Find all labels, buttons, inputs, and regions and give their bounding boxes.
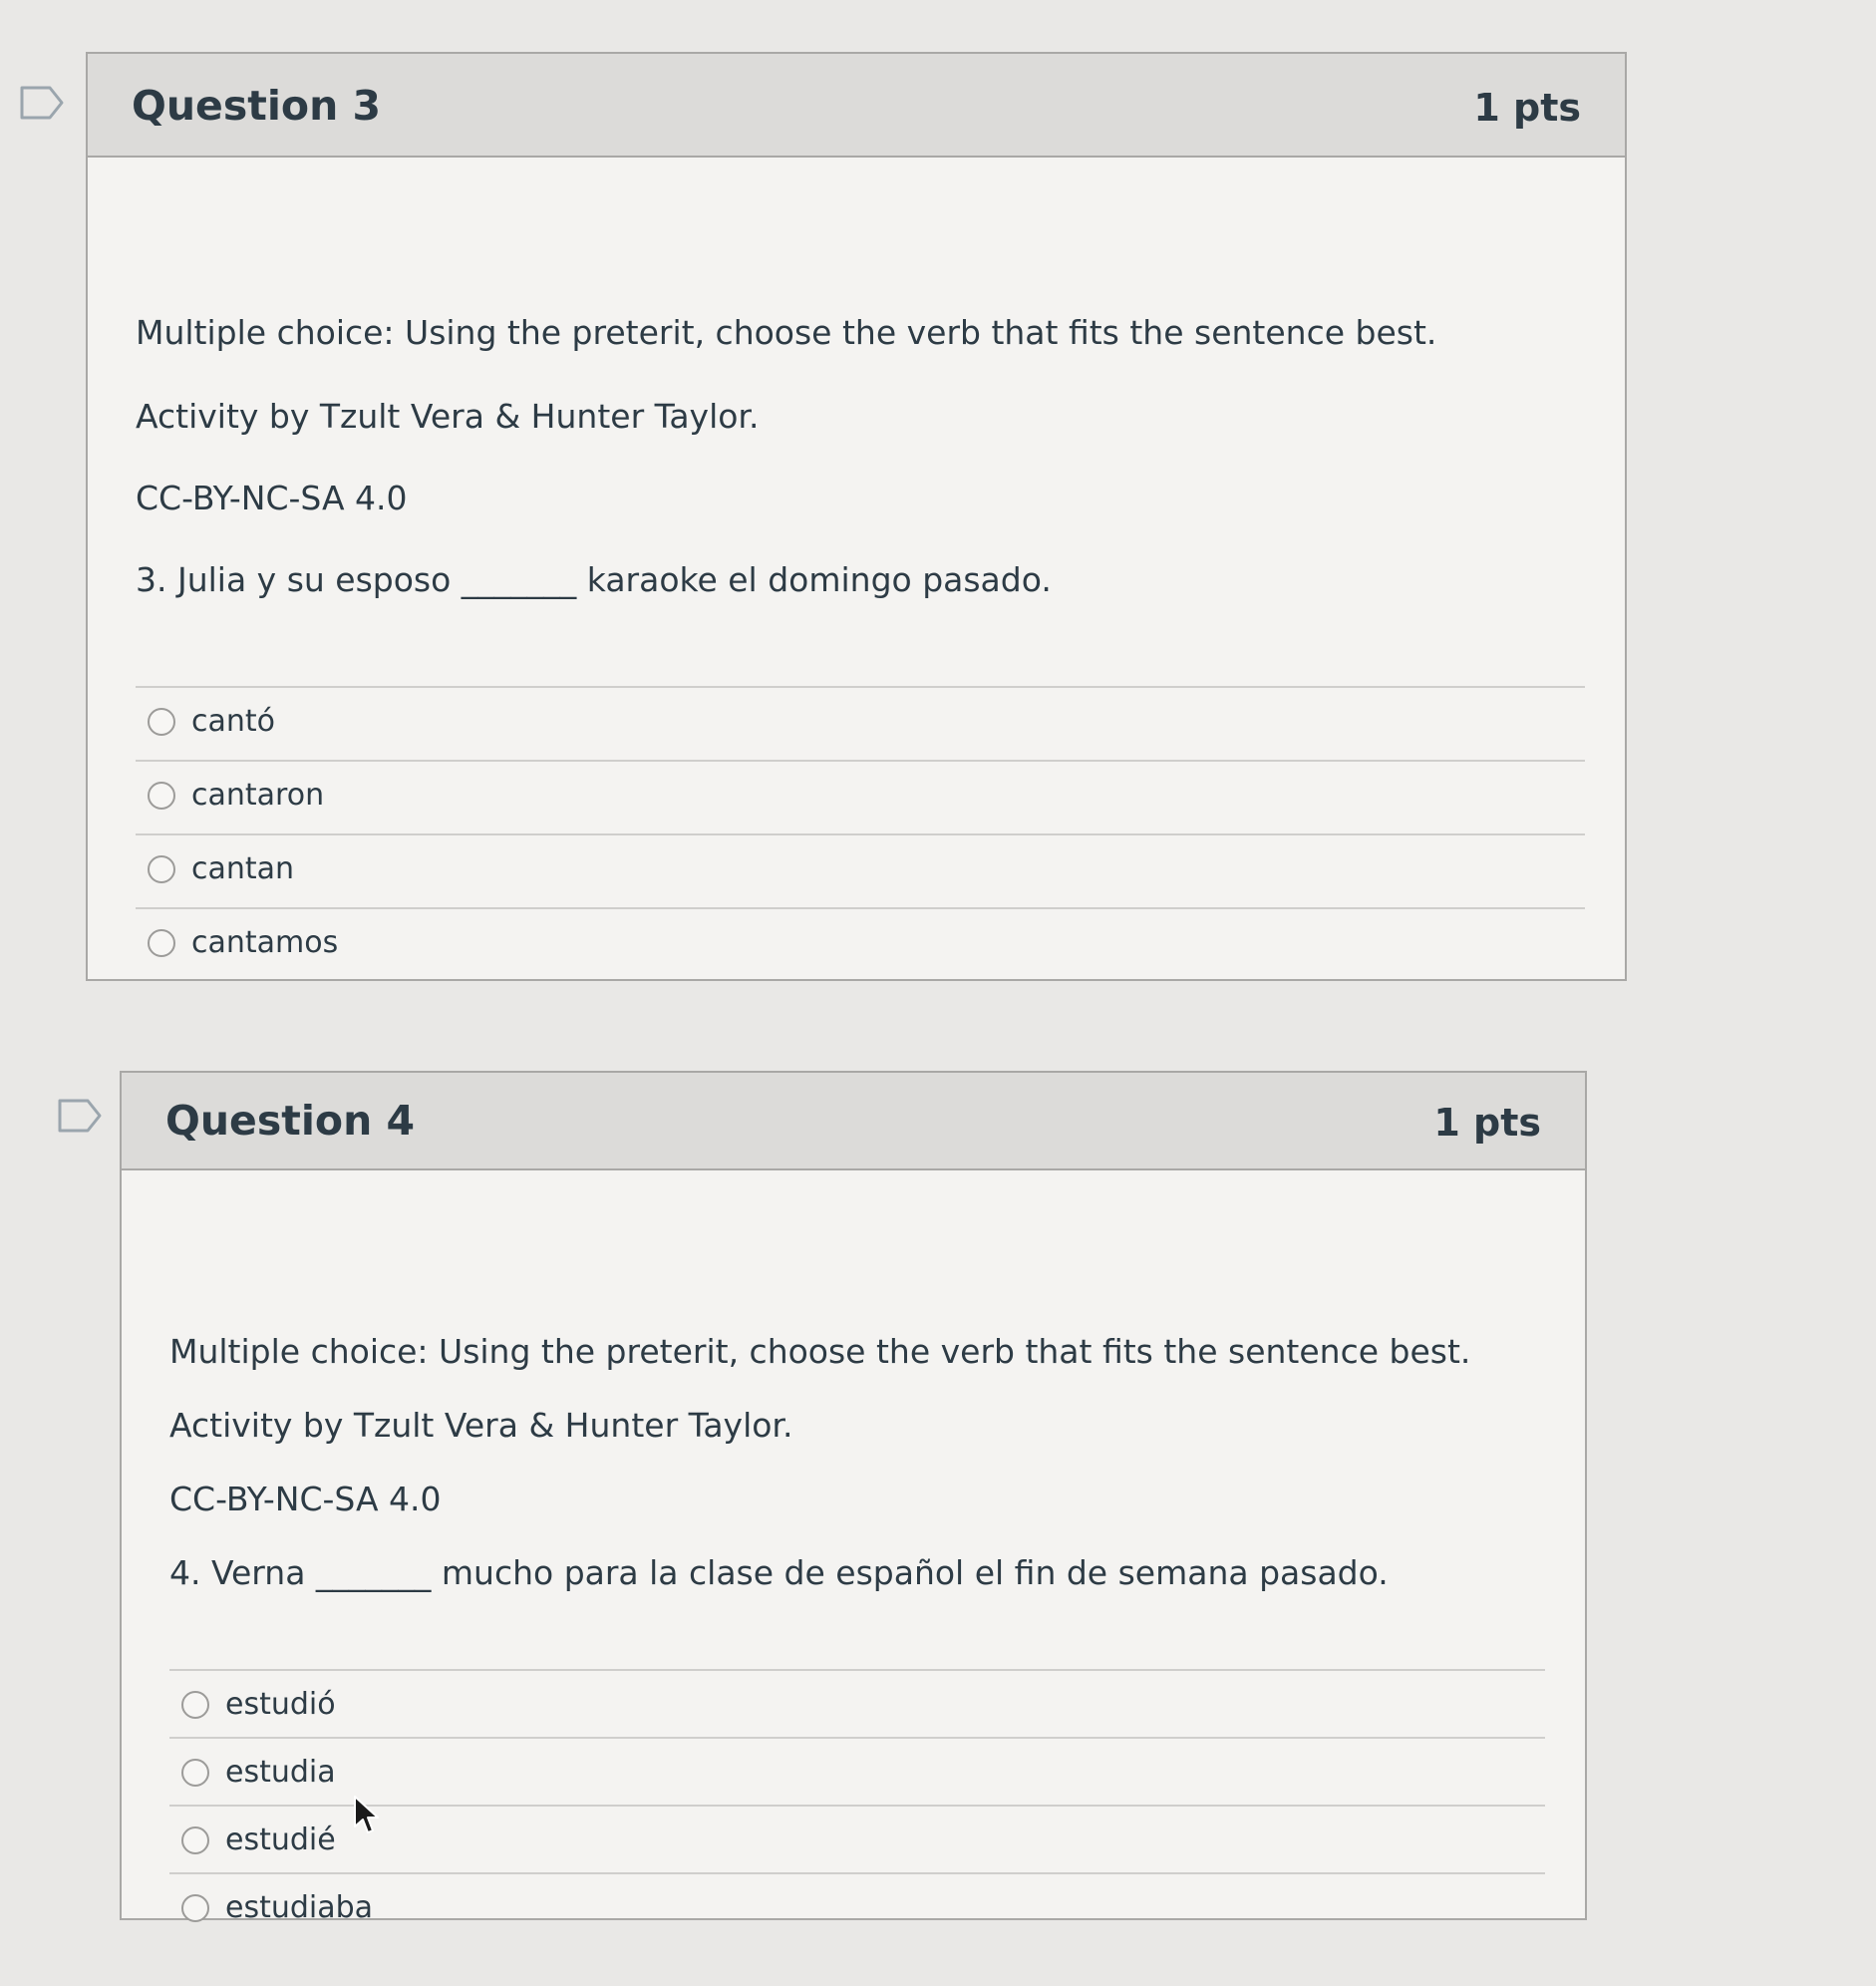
answer-label: estudió xyxy=(225,1687,336,1722)
answer-label: cantan xyxy=(191,851,295,886)
answer-label: cantamos xyxy=(191,925,339,960)
question-card-3 xyxy=(86,52,1627,981)
answer-list xyxy=(136,686,1585,981)
question-points: 1 pts xyxy=(1473,86,1581,130)
question-prompt: 3. Julia y su esposo _______ karaoke el domingo pasado. xyxy=(136,560,1052,599)
question-points: 1 pts xyxy=(1433,1101,1541,1145)
flag-question-icon[interactable] xyxy=(58,1099,102,1133)
radio-button[interactable] xyxy=(148,708,175,736)
question-title: Question 3 xyxy=(132,82,382,130)
question-body xyxy=(136,158,1585,979)
question-credit: Activity by Tzult Vera & Hunter Taylor. xyxy=(169,1406,793,1445)
question-license: CC-BY-NC-SA 4.0 xyxy=(136,479,408,517)
radio-button[interactable] xyxy=(181,1894,209,1922)
answer-option[interactable] xyxy=(136,760,1585,833)
question-credit: Activity by Tzult Vera & Hunter Taylor. xyxy=(136,397,760,436)
answer-label: estudia xyxy=(225,1755,336,1790)
answer-option[interactable] xyxy=(136,833,1585,907)
question-prompt: 4. Verna _______ mucho para la clase de español el fin de semana pasado. xyxy=(169,1553,1389,1592)
question-instruction: Multiple choice: Using the preterit, choose the verb that fits the sentence best. xyxy=(169,1332,1471,1371)
radio-button[interactable] xyxy=(148,929,175,957)
question-header xyxy=(122,1073,1585,1170)
question-header xyxy=(88,54,1625,158)
question-license: CC-BY-NC-SA 4.0 xyxy=(169,1480,442,1518)
mouse-cursor-icon xyxy=(353,1795,383,1838)
radio-button[interactable] xyxy=(181,1691,209,1719)
radio-button[interactable] xyxy=(148,782,175,810)
answer-option[interactable] xyxy=(169,1669,1545,1737)
answer-option[interactable] xyxy=(136,907,1585,981)
answer-label: estudié xyxy=(225,1822,336,1857)
answer-label: cantó xyxy=(191,704,276,739)
answer-option[interactable] xyxy=(169,1872,1545,1940)
radio-button[interactable] xyxy=(148,855,175,883)
question-card-4 xyxy=(120,1071,1587,1925)
radio-button[interactable] xyxy=(181,1759,209,1787)
question-title: Question 4 xyxy=(165,1097,416,1145)
answer-option[interactable] xyxy=(136,686,1585,760)
question-instruction: Multiple choice: Using the preterit, choose the verb that fits the sentence best. xyxy=(136,313,1437,352)
answer-label: estudiaba xyxy=(225,1890,374,1925)
radio-button[interactable] xyxy=(181,1826,209,1854)
answer-label: cantaron xyxy=(191,778,325,813)
flag-question-icon[interactable] xyxy=(20,86,64,120)
